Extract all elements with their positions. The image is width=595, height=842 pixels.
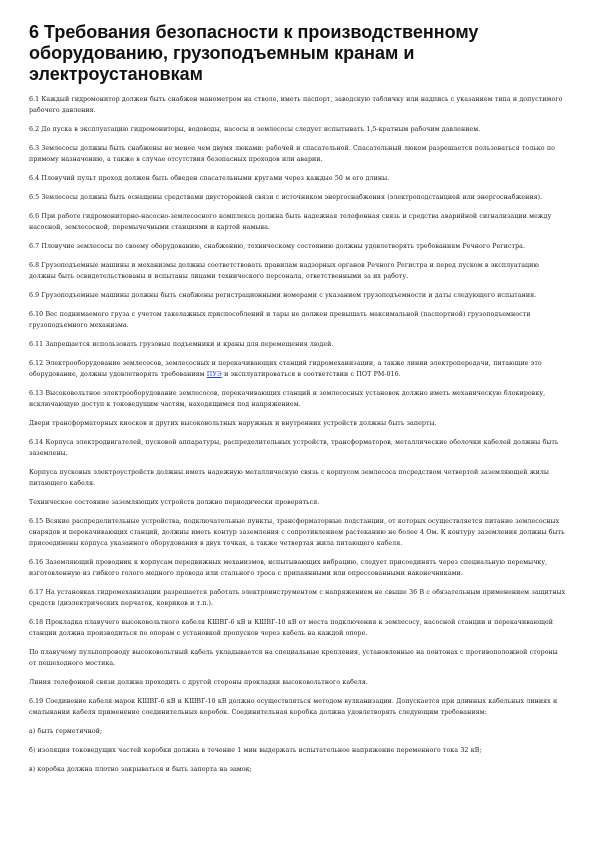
paragraph: 6.9 Грузоподъемные машины должны быть снабжены регистрационными номерами с указанием грузоподъемности и даты следующего испытания.: [29, 292, 537, 299]
document-body: [29, 94, 567, 775]
paragraph: б) изоляция токоведущих частей коробки должна в течение 1 мин выдержать испытательное напряжение переменного тока 32 кВ;: [29, 747, 482, 754]
paragraph: 6.14 Корпуса электродвигателей, пусковой аппаратуры, распределительных устройств, трансформаторов, металлические оболочки кабелей должны быть заземлены.: [29, 439, 559, 457]
paragraph: 6.19 Соединение кабеля марок КШВГ-6 кВ и КШВГ-10 кВ должно осуществляться методом вулканизации. Допускается при длинных кабельных линиях и сматывании кабеля применение соединительных коробок. Соединительная коробка должна удовлетворять следующим требованиям:: [29, 698, 558, 716]
paragraph: 6.13 Высоковольтное электрооборудование землесосов, перекачивающих станций и землесосных установок должно иметь механическую блокировку, исключающую доступ к токоведущим частям, находящимся под напряжением.: [29, 390, 546, 408]
page-title: 6 Требования безопасности к производственному оборудованию, грузоподъемным кранам и электроустановкам: [29, 22, 479, 84]
paragraph: Корпуса пусковых электроустройств должны иметь надежную металлическую связь с корпусом землесоса посредством четвертой заземляющей жилы питающего кабеля.: [29, 469, 549, 487]
paragraph: 6.10 Вес поднимаемого груза с учетом такелажных приспособлений и тары не должен превышать максимальной (паспортной) грузоподъемности грузоподъемного механизма.: [29, 311, 531, 329]
paragraph: 6.2 До пуска в эксплуатацию гидромониторы, водоводы, насосы и землесосы следует испытывать 1,5-кратным рабочим давлением.: [29, 126, 481, 133]
paragraph: Техническое состояние заземляющих устройств должно периодически проверяться.: [29, 499, 320, 506]
paragraph: Двери трансформаторных киосков и других высоковольтных наружных и внутренних устройств должны быть заперты.: [29, 420, 437, 427]
paragraph: 6.11 Запрещается использовать грузовые подъемники и краны для перемещения людей.: [29, 341, 334, 348]
reference-link[interactable]: ПУЭ: [206, 371, 222, 378]
paragraph: 6.12 Электрооборудование землесосов, землесосных и перекачивающих станций гидромеханизации, а также линии электропередачи, питающие это оборудование, должны удовлетворять требованиям ПУЭ и эксплуатироваться в соответствии с ПОТ РМ-016.: [29, 360, 542, 378]
paragraph: 6.8 Грузоподъемные машины и механизмы должны соответствовать правилам надзорных органов Речного Регистра и перед пуском в эксплуатацию должны быть освидетельствованы и испытаны лицами технического персонала, ответственными за их работу.: [29, 262, 539, 280]
paragraph: 6.6 При работе гидромониторно-насосно-землесосного комплекса должна быть надежная телефонная связь и средства аварийной сигнализации между насосной, землесосной, перемычечными станциями и картой намыва.: [29, 213, 552, 231]
paragraph: 6.15 Всякие распределительные устройства, подключательные пункты, трансформаторные подстанции, от которых осуществляется питание землесосных снарядов и перекачивающих станций, должны иметь контур заземления с сопротивлением растеканию не более 4 Ом. К контуру заземления должны быть присоединены корпуса указанного оборудования в двух точках, а также четвертая жила питающего кабеля.: [29, 518, 565, 547]
paragraph: 6.17 На установках гидромеханизации разрешается работать электроинструментом с напряжением не свыше 36 В с обязательным применением защитных средств (диэлектрических перчаток, ковриков и т.п.).: [29, 589, 566, 607]
paragraph: 6.4 Пловучий пульт проход должен быть обведен спасательными кругами через каждые 50 м его длины.: [29, 175, 390, 182]
paragraph: 6.3 Землесосы должны быть снабжены не менее чем двумя люками: рабочей и спасательной. Спасательный люком разрешается пользоваться только по прямому назначению, а также в случае отсутствия безопасных проходов или аварии.: [29, 145, 555, 163]
paragraph: а) быть герметичной;: [29, 728, 103, 735]
paragraph: 6.18 Прокладка плавучего высоковольтного кабеля КШВГ-6 кВ и КШВГ-10 кВ от места подключения к землесосу, насосной станции и перекачивающей станции должна производиться по опорам с установкой пропусков через кабель на каждой опоре.: [29, 619, 554, 637]
document-page: [29, 22, 567, 783]
paragraph: По плавучему пульпопроводу высоковольтный кабель укладывается на специальные крепления, установленные на понтонах с противоположной стороны от пешеходного мостика.: [29, 649, 558, 667]
paragraph: в) коробка должна плотно закрываться и быть заперта на замок;: [29, 766, 252, 773]
paragraph: 6.16 Заземляющий проводник к корпусам передвижных механизмов, испытывающих вибрацию, следует присоединять через специальную перемычку, изготовленную из гибкого голого медного провода или стального троса с припаянными или опрессованными наконечниками.: [29, 559, 548, 577]
paragraph: Линия телефонной связи должна проходить с другой стороны прокладки высоковольтного кабеля.: [29, 679, 368, 686]
paragraph: 6.1 Каждый гидромонитор должен быть снабжен манометром на стволе, иметь паспорт, заводскую табличку или надпись с указанием типа и допустимого рабочего давления.: [29, 96, 563, 114]
paragraph: 6.7 Пловучие землесосы по своему оборудованию, снабжению, техническому состоянию должны удовлетворять требованиям Речного Регистра.: [29, 243, 526, 250]
paragraph: 6.5 Землесосы должны быть оснащены средствами двусторонней связи с источником энергоснабжения (электроподстанцией или энергоснабжения).: [29, 194, 543, 201]
